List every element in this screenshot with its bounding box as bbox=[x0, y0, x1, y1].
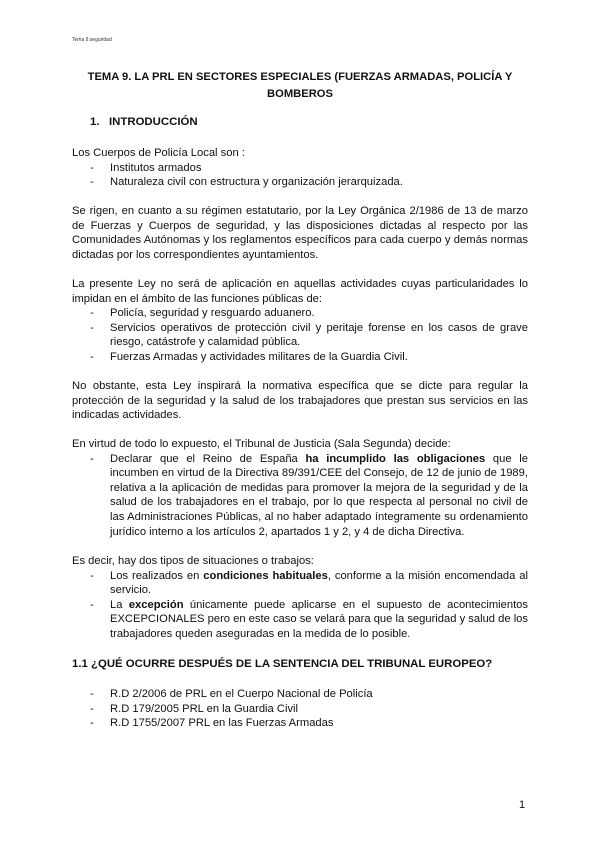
situaciones-lead: Es decir, hay dos tipos de situaciones o trabajos: bbox=[72, 555, 314, 567]
list-item: - Policía, seguridad y resguardo aduanero. bbox=[90, 307, 315, 320]
situaciones-block bbox=[72, 554, 528, 642]
section-title: INTRODUCCIÓN bbox=[109, 116, 198, 128]
title-line-2: BOMBEROS bbox=[267, 88, 333, 100]
sentencia-block bbox=[72, 687, 528, 731]
regimen-paragraph: Se rigen, en cuanto a su régimen estatutario, por la Ley Orgánica 2/1986 de 13 de marzo de Fuerzas y Cuerpos de seguridad, y las disposiciones dictadas al respecto por las Comunidades Autónomas y los reglamentos específicos para cada cuerpo y demás normas dictadas por los correspondientes ayuntamientos. bbox=[72, 205, 528, 261]
sentencia-list bbox=[72, 687, 528, 731]
running-header: Tema 9.seguridad bbox=[72, 37, 112, 43]
list-item: - Declarar que el Reino de España ha incumplido las obligaciones que le incumben en virtud de la Directiva 89/391/CEE del Consejo, de 12 de junio de 1989, relativa a la aplicación de medidas para promover la mejora de la seguridad y de la salud de los trabajadores en el trabajo, por lo que respecta al personal no civil de las Administraciones Públicas, al no haber adaptado íntegramente su ordenamiento jurídico interno a los artículos 2, apartados 1 y 2, y 4 de dicha Directiva. bbox=[90, 452, 528, 538]
list-item: - Servicios operativos de protección civil y peritaje forense en los casos de grave riesgo, catástrofe y calamidad pública. bbox=[90, 321, 528, 349]
tribunal-lead: En virtud de todo lo expuesto, el Tribunal de Justicia (Sala Segunda) decide: bbox=[72, 438, 451, 450]
document-title bbox=[80, 69, 520, 103]
list-item: - La excepción únicamente puede aplicarse en el supuesto de acontecimientos EXCEPCIONALES pero en este caso se velará para que la seguridad y salud de los trabajadores queden aseguradas en la medida de lo posible. bbox=[90, 598, 528, 640]
list-item: - R.D 1755/2007 PRL en las Fuerzas Armadas bbox=[90, 717, 334, 730]
section-number: 1. bbox=[90, 116, 100, 128]
list-item: - Naturaleza civil con estructura y organización jerarquizada. bbox=[90, 176, 403, 189]
list-item: - Los realizados en condiciones habituales, conforme a la misión encomendada al servicio. bbox=[90, 569, 528, 597]
intro-list bbox=[72, 161, 528, 190]
title-line-1: TEMA 9. LA PRL EN SECTORES ESPECIALES (FUERZAS ARMADAS, POLICÍA Y bbox=[87, 71, 513, 83]
obstante-paragraph: No obstante, esta Ley inspirará la normativa específica que se dicte para regular la protección de la seguridad y la salud de los trabajadores que prestan sus servicios en las indicadas actividades. bbox=[72, 380, 528, 422]
tribunal-block bbox=[72, 437, 528, 539]
aplicacion-lead: La presente Ley no será de aplicación en aquellas actividades cuyas particularidades lo impidan en el ámbito de las funciones públicas de: bbox=[72, 278, 528, 305]
intro-block bbox=[72, 146, 528, 190]
intro-lead: Los Cuerpos de Policía Local son : bbox=[72, 147, 245, 159]
list-item: - Institutos armados bbox=[90, 161, 202, 174]
list-item: - R.D 179/2005 PRL en la Guardia Civil bbox=[90, 702, 299, 715]
tribunal-list bbox=[72, 452, 528, 540]
list-item: - R.D 2/2006 de PRL en el Cuerpo Nacional de Policía bbox=[90, 688, 373, 700]
situaciones-list bbox=[72, 569, 528, 642]
aplicacion-block bbox=[72, 277, 528, 365]
list-item: - Fuerzas Armadas y actividades militares de la Guardia Civil. bbox=[90, 350, 408, 363]
page-number: 1 bbox=[519, 799, 526, 811]
aplicacion-list bbox=[72, 306, 528, 364]
section-heading-introduccion bbox=[90, 116, 198, 128]
section-heading-sentencia: 1.1 ¿QUÉ OCURRE DESPUÉS DE LA SENTENCIA DEL TRIBUNAL EUROPEO? bbox=[72, 658, 493, 670]
